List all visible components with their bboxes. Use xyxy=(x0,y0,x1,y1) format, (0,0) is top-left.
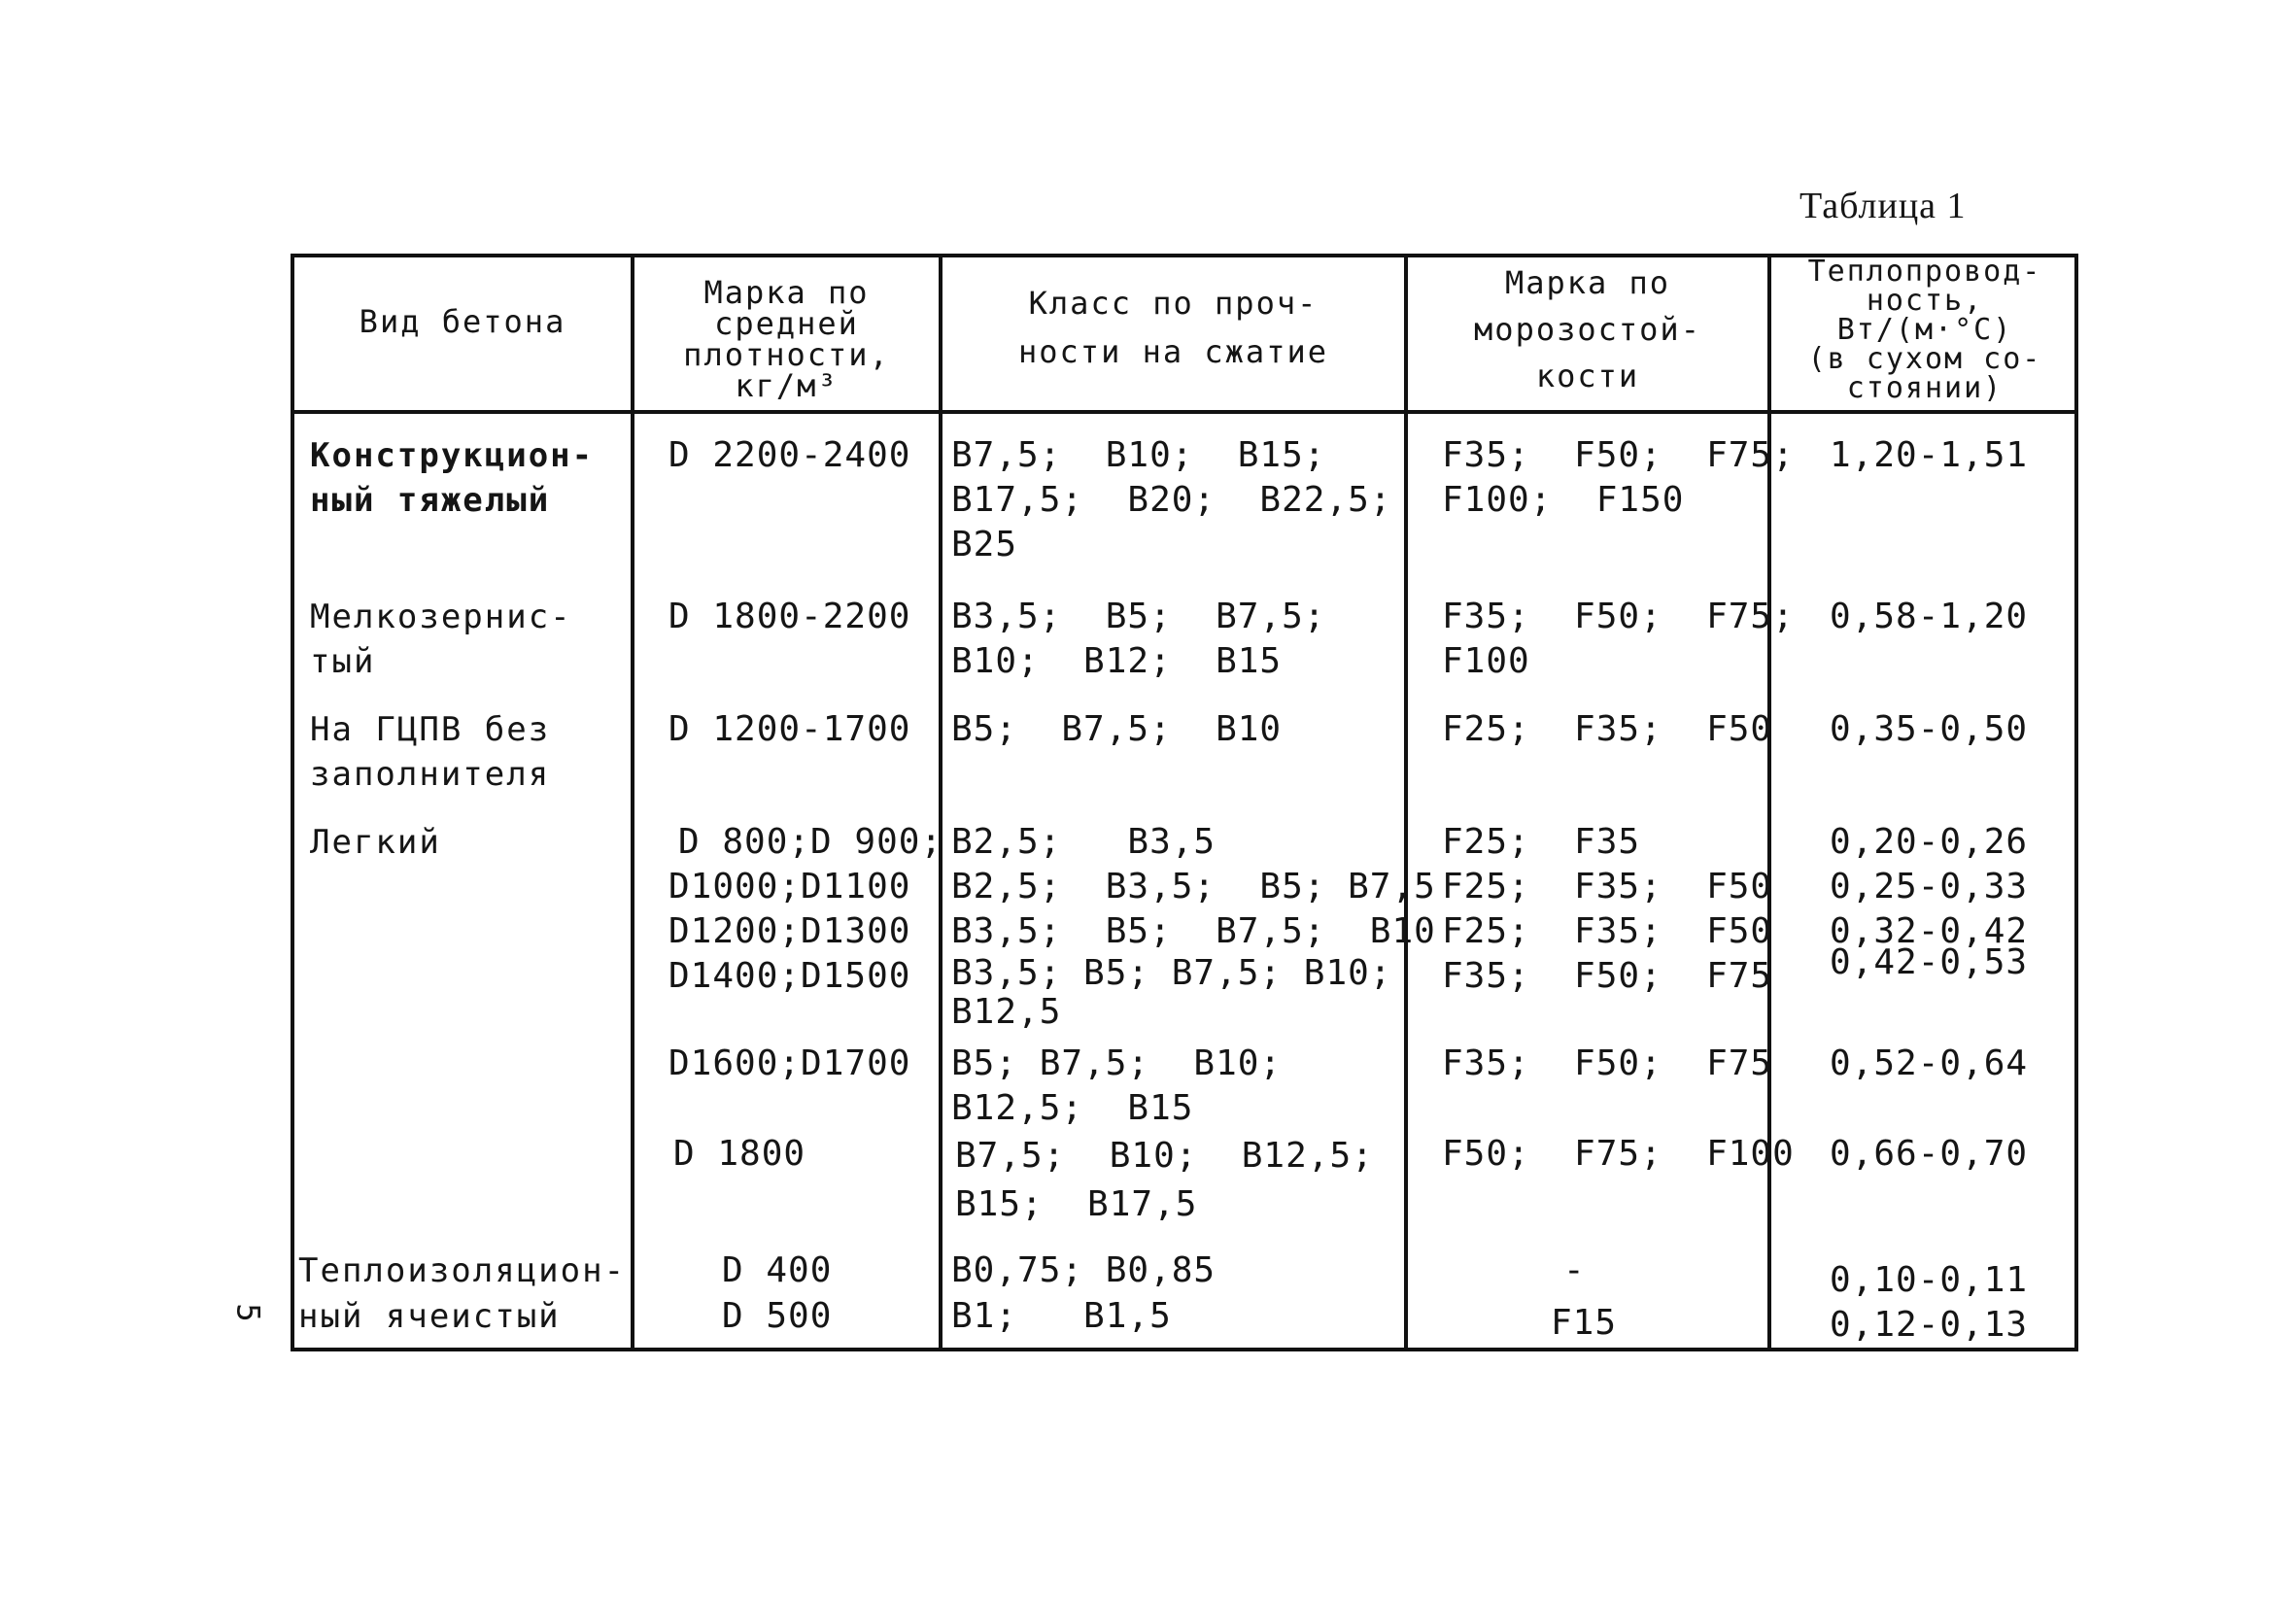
row-density: D 1200-1700 xyxy=(668,709,911,749)
row-type: Теплоизоляцион- xyxy=(298,1251,627,1290)
row-strength: B7,5; B10; B15; B17,5; B20; B22,5; B25 xyxy=(951,435,1392,564)
row-conductivity: 0,35-0,50 xyxy=(1830,709,2029,749)
header-strength: Класс по проч- ности на сжатие xyxy=(1018,285,1328,370)
row-type: Мелкозернис- тый xyxy=(310,598,572,681)
row-density: D 2200-2400 xyxy=(668,435,911,475)
row-frost: F25; F35; F50 xyxy=(1442,911,1773,951)
row-density: D 1800-2200 xyxy=(668,597,911,636)
row-conductivity: 0,25-0,33 xyxy=(1830,867,2029,906)
row-strength: B3,5; B5; B7,5; B10 xyxy=(951,911,1436,951)
row-frost: F35; F50; F75; F100 xyxy=(1442,597,1795,681)
row-frost: F15 xyxy=(1551,1303,1618,1343)
row-conductivity: 0,20-0,26 xyxy=(1830,822,2029,862)
row-frost: F35; F50; F75 xyxy=(1442,956,1773,996)
column-divider xyxy=(1767,257,1771,1348)
row-frost: F25; F35 xyxy=(1442,822,1641,862)
page-number: 5 xyxy=(229,1303,267,1322)
header-conductivity: Теплопровод- ность, Вт/(м·°С) (в сухом со- стоянии) xyxy=(1807,255,2042,405)
row-density: D 400 xyxy=(722,1250,833,1290)
row-density: D1400;D1500 xyxy=(668,956,911,996)
header-type: Вид бетона xyxy=(359,303,566,340)
row-conductivity: 0,12-0,13 xyxy=(1830,1305,2029,1345)
row-conductivity: 1,20-1,51 xyxy=(1830,435,2029,475)
row-strength: B2,5; B3,5; B5; B7,5 xyxy=(951,867,1436,906)
concrete-properties-table xyxy=(291,254,2078,1351)
row-frost: F25; F35; F50 xyxy=(1442,709,1773,749)
row-strength: B5; B7,5; B10; B12,5; B15 xyxy=(951,1043,1283,1128)
row-strength: B3,5; B5; B7,5; B10; B12,5 xyxy=(951,953,1392,1032)
row-frost: - xyxy=(1563,1250,1586,1290)
row-conductivity: 0,10-0,11 xyxy=(1830,1260,2029,1300)
header-density: Марка по средней плотности, кг/м³ xyxy=(683,274,890,404)
row-frost: F35; F50; F75; F100; F150 xyxy=(1442,435,1795,520)
row-strength: B5; B7,5; B10 xyxy=(951,709,1283,749)
row-density: D1600;D1700 xyxy=(668,1043,911,1083)
row-frost: F25; F35; F50 xyxy=(1442,867,1773,906)
table-caption: Таблица 1 xyxy=(1799,186,1967,226)
row-strength: B0,75; B0,85 xyxy=(951,1250,1217,1290)
row-type: Легкий xyxy=(310,823,441,862)
row-strength: B2,5; B3,5 xyxy=(951,822,1217,862)
row-strength: B1; B1,5 xyxy=(951,1296,1172,1336)
column-divider xyxy=(631,257,634,1348)
row-frost: F35; F50; F75 xyxy=(1442,1043,1773,1083)
row-density: D1200;D1300 xyxy=(668,911,911,951)
row-conductivity: 0,32-0,42 xyxy=(1830,911,2029,951)
row-conductivity: 0,52-0,64 xyxy=(1830,1043,2029,1083)
column-divider xyxy=(1404,257,1408,1348)
row-strength: B3,5; B5; B7,5; B10; B12; B15 xyxy=(951,597,1326,681)
header-frost: Марка по морозостой- кости xyxy=(1474,264,1701,394)
row-conductivity: 0,42-0,53 xyxy=(1830,942,2029,982)
row-density: D 1800 xyxy=(673,1134,806,1174)
row-type: На ГЦПВ без заполнителя xyxy=(310,710,551,794)
header-divider xyxy=(294,410,2074,414)
row-type: ный ячеистый xyxy=(298,1297,561,1336)
column-divider xyxy=(939,257,942,1348)
row-conductivity: 0,58-1,20 xyxy=(1830,597,2029,636)
row-conductivity: 0,66-0,70 xyxy=(1830,1134,2029,1174)
row-strength: B7,5; B10; B12,5; B15; B17,5 xyxy=(955,1136,1374,1224)
row-frost: F50; F75; F100 xyxy=(1442,1134,1795,1174)
row-density: D1000;D1100 xyxy=(668,867,911,906)
row-density: D 800;D 900; xyxy=(678,822,943,862)
row-type: Конструкцион- ный тяжелый xyxy=(310,436,595,520)
row-density: D 500 xyxy=(722,1296,833,1336)
